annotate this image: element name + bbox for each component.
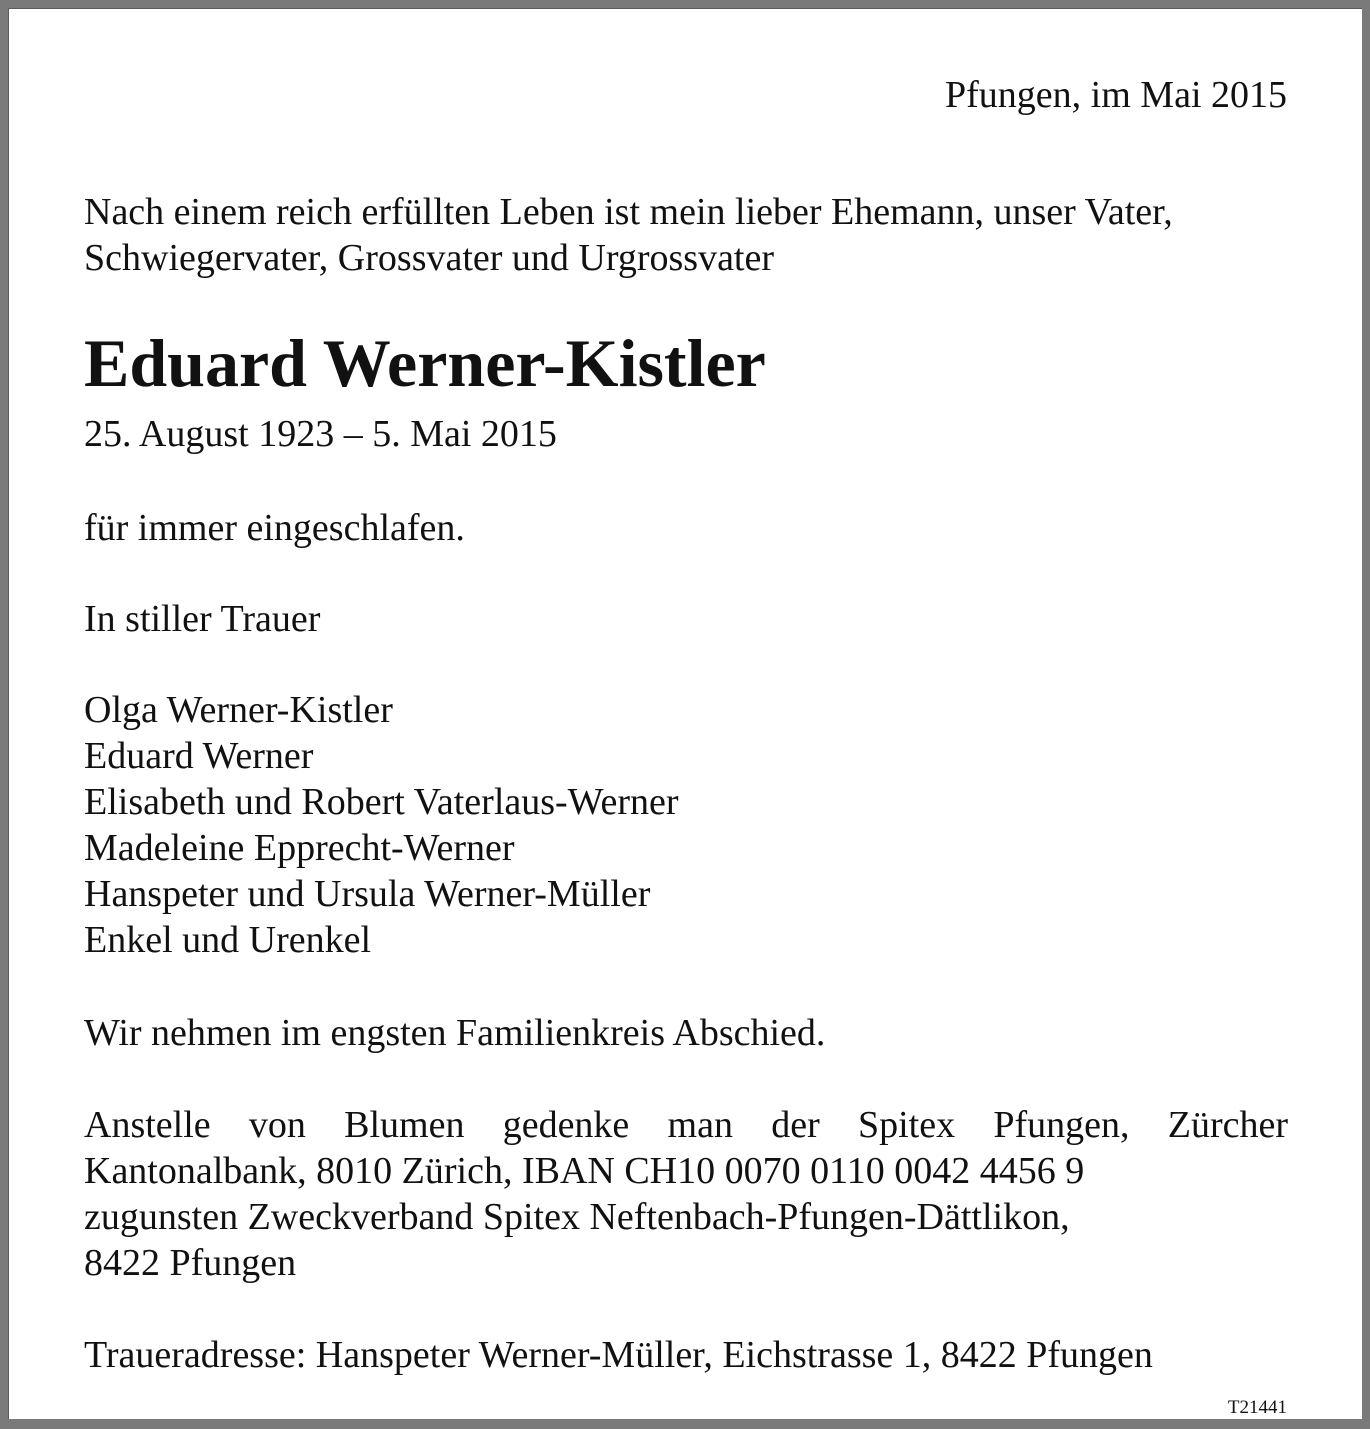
passed-phrase: für immer eingeschlafen. bbox=[84, 507, 465, 549]
donation-line: Anstelle von Blumen gedenke man der Spitex Pfungen, Zürcher bbox=[84, 1104, 1288, 1146]
family-list bbox=[84, 687, 679, 963]
deceased-name: Eduard Werner-Kistler bbox=[84, 325, 766, 401]
place-and-date: Pfungen, im Mai 2015 bbox=[945, 74, 1287, 116]
donation-note bbox=[84, 1102, 1288, 1286]
intro-text bbox=[84, 189, 1173, 281]
family-member: Enkel und Urenkel bbox=[84, 919, 372, 961]
intro-line: Schwiegervater, Grossvater und Urgrossvater bbox=[84, 237, 775, 279]
obituary-page bbox=[8, 8, 1362, 1419]
family-member: Hanspeter und Ursula Werner-Müller bbox=[84, 873, 651, 915]
intro-line: Nach einem reich erfüllten Leben ist mein lieber Ehemann, unser Vater, bbox=[84, 191, 1173, 233]
family-member: Elisabeth und Robert Vaterlaus-Werner bbox=[84, 781, 679, 823]
mourning-address: Traueradresse: Hanspeter Werner-Müller, Eichstrasse 1, 8422 Pfungen bbox=[84, 1334, 1153, 1376]
donation-line: Kantonalbank, 8010 Zürich, IBAN CH10 0070 0110 0042 4456 9 bbox=[84, 1150, 1085, 1192]
life-dates: 25. August 1923 – 5. Mai 2015 bbox=[84, 413, 557, 455]
family-member: Madeleine Epprecht-Werner bbox=[84, 827, 515, 869]
donation-line: zugunsten Zweckverband Spitex Neftenbach-Pfungen-Dättlikon, bbox=[84, 1196, 1070, 1238]
ad-code: T21441 bbox=[1227, 1397, 1287, 1418]
family-member: Eduard Werner bbox=[84, 735, 314, 777]
donation-line: 8422 Pfungen bbox=[84, 1242, 297, 1284]
mourning-phrase: In stiller Trauer bbox=[84, 598, 321, 640]
family-member: Olga Werner-Kistler bbox=[84, 689, 393, 731]
farewell-note: Wir nehmen im engsten Familienkreis Abschied. bbox=[84, 1012, 826, 1054]
